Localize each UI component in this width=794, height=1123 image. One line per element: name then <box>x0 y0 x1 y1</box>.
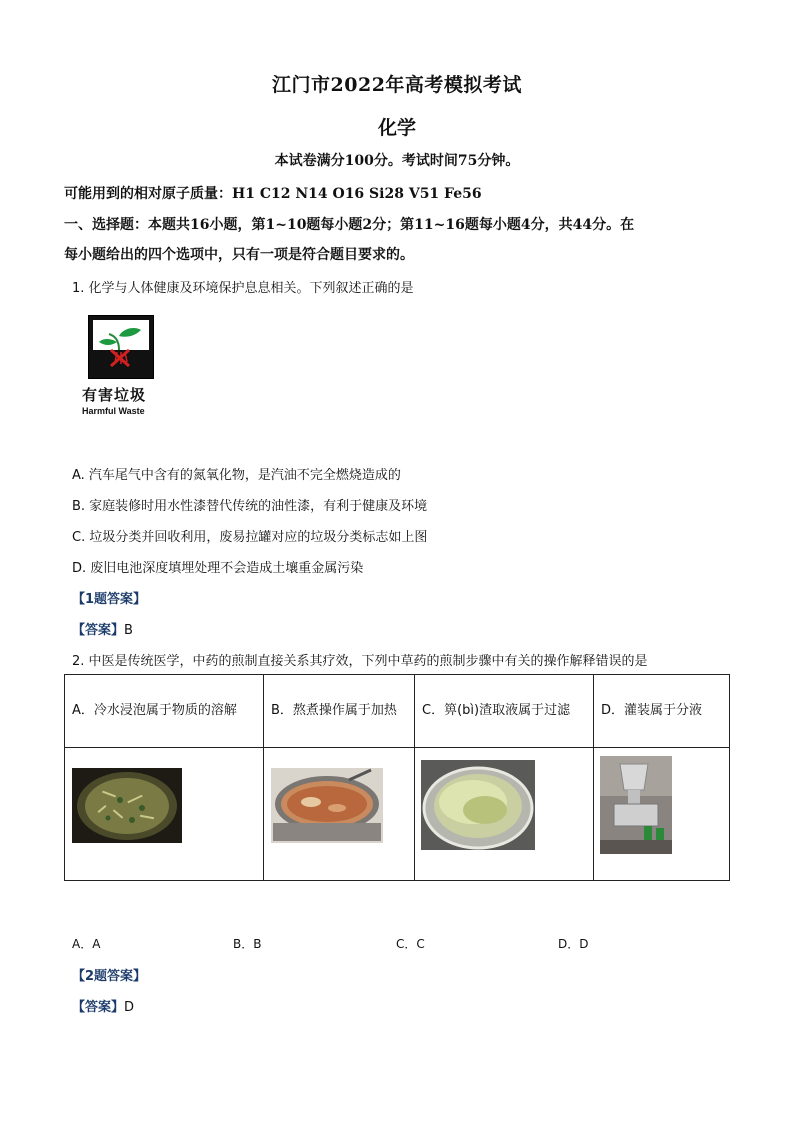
q1-answer <box>72 619 133 638</box>
straining-herbs-image <box>421 760 535 850</box>
q2-cell-b: B．熬煮操作属于加热 <box>264 675 415 748</box>
harmful-waste-icon <box>88 315 154 379</box>
q2-cell-c: C．箅(bì)渣取液属于过滤 <box>415 675 594 748</box>
q2-stem: 2. 中医是传统医学，中药的煎制直接关系其疗效，下列中草药的煎制步骤中有关的操作解释错误的是 <box>72 654 648 669</box>
q2-cell-a: A．冷水浸泡属于物质的溶解 <box>65 675 264 748</box>
section-instructions-line1: 一、选择题：本题共16小题，第1~10题每小题2分；第11~16题每小题4分，共44分。在 <box>64 217 635 233</box>
q2-choice-d: D．D <box>558 937 589 951</box>
answer-value: B <box>124 623 133 638</box>
q2-options-table <box>64 674 730 881</box>
logo-english-label: Harmful Waste <box>82 406 145 416</box>
soaking-herbs-image <box>72 768 182 843</box>
q2-image-d-cell <box>594 748 730 881</box>
q1-stem: 1. 化学与人体健康及环境保护息息相关。下列叙述正确的是 <box>72 281 414 296</box>
atomic-masses: 可能用到的相对原子质量：H1 C12 N14 O16 Si28 V51 Fe56 <box>64 186 482 202</box>
q2-image-a-cell <box>65 748 264 881</box>
q1-option-d: D. 废旧电池深度填埋处理不会造成土壤重金属污染 <box>72 561 364 576</box>
exam-title: 江门市2022年高考模拟考试 <box>272 74 522 96</box>
answer-label: 【答案】 <box>72 1000 125 1015</box>
q2-choice-b: B．B <box>233 937 262 951</box>
exam-note: 本试卷满分100分。考试时间75分钟。 <box>274 153 520 169</box>
q2-cell-d: D．灌装属于分液 <box>594 675 730 748</box>
q2-image-b-cell <box>264 748 415 881</box>
answer-label: 【答案】 <box>72 623 125 638</box>
q1-option-b: B. 家庭装修时用水性漆替代传统的油性漆，有利于健康及环境 <box>72 499 428 514</box>
subject-title: 化学 <box>377 117 416 139</box>
q2-image-c-cell <box>415 748 594 881</box>
q2-choice-c: C．C <box>396 937 425 951</box>
q1-option-c: C. 垃圾分类并回收利用，废易拉罐对应的垃圾分类标志如上图 <box>72 530 428 545</box>
q2-choice-a: A．A <box>72 937 101 951</box>
logo-chinese-label: 有害垃圾 <box>82 386 147 404</box>
harmful-waste-logo <box>82 315 162 416</box>
filling-machine-image <box>600 756 672 854</box>
q1-option-a: A. 汽车尾气中含有的氮氧化物，是汽油不完全燃烧造成的 <box>72 468 401 483</box>
q2-answer <box>72 996 134 1015</box>
answer-value: D <box>124 1000 135 1015</box>
boiling-pot-image <box>271 768 383 843</box>
q1-answer-tag: 【1题答案】 <box>72 592 147 607</box>
section-instructions-line2: 每小题给出的四个选项中，只有一项是符合题目要求的。 <box>64 247 414 263</box>
q2-answer-tag: 【2题答案】 <box>72 969 147 984</box>
